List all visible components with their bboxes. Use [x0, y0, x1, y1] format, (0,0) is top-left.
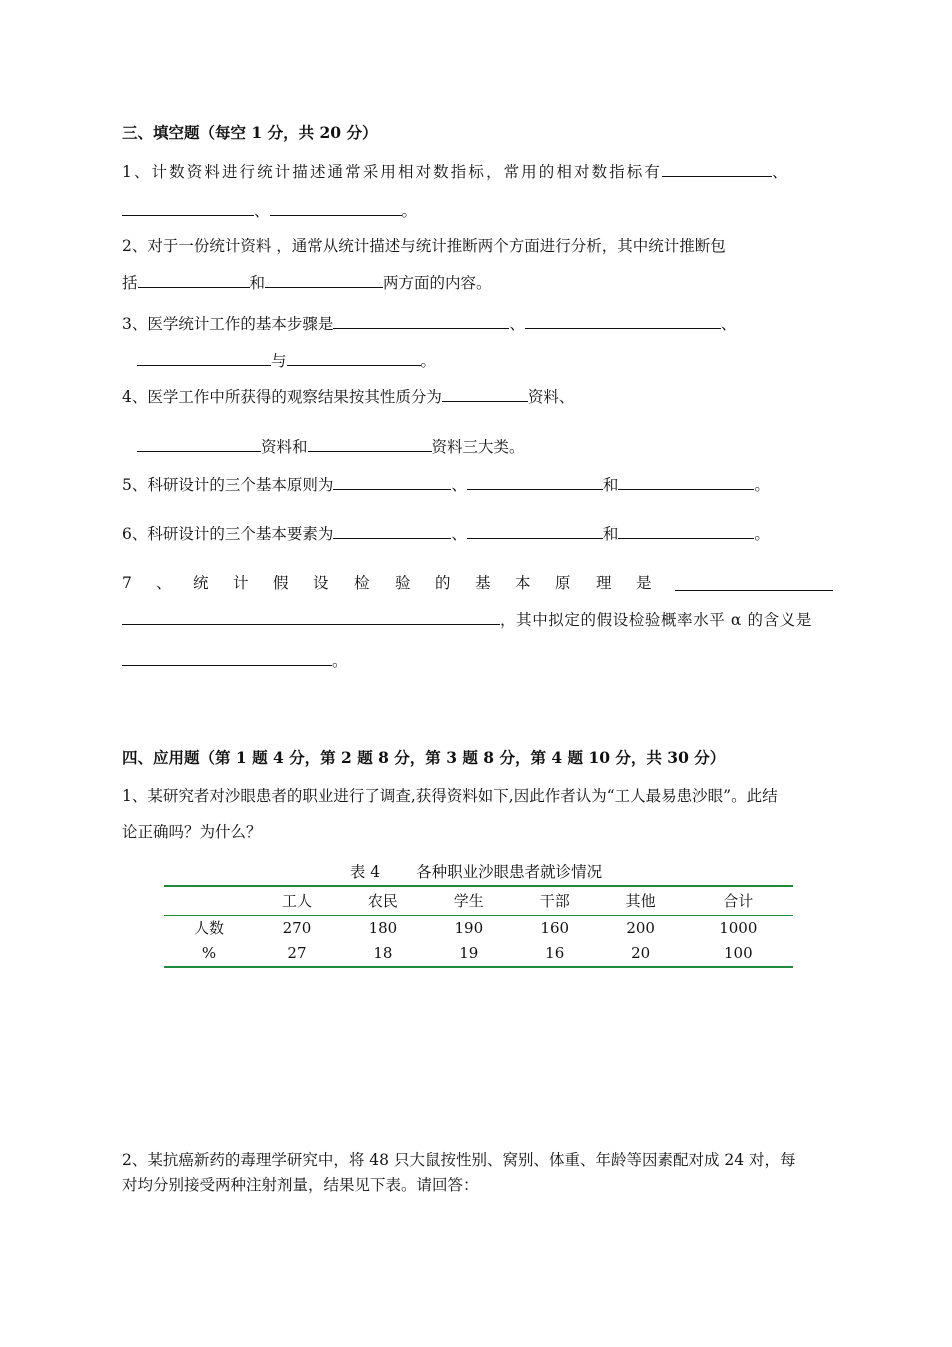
- q7-end: 。: [332, 652, 348, 670]
- table-cell: 190: [454, 919, 484, 937]
- table-caption-title: 各种职业沙眼患者就诊情况: [416, 863, 603, 881]
- q3-sep1: 、: [509, 315, 525, 333]
- q7-char: 的: [435, 574, 451, 592]
- table-caption: [0, 860, 952, 882]
- q7-char: 7: [122, 574, 132, 592]
- table-header-cell: [164, 886, 254, 916]
- q2-and: 和: [249, 274, 266, 292]
- q7-char: 设: [313, 574, 329, 592]
- q3-blank-3[interactable]: [137, 350, 271, 366]
- table-cell: 27: [287, 944, 307, 962]
- q7-char: 基: [475, 574, 491, 592]
- q2-blank-2[interactable]: [265, 272, 383, 288]
- q3-with: 与: [271, 352, 287, 370]
- q1-sep2: 、: [254, 202, 270, 220]
- q5-line: [122, 474, 770, 495]
- q5-and: 和: [602, 476, 619, 494]
- q7-char: 本: [515, 574, 531, 592]
- q4-blank-3[interactable]: [308, 436, 432, 452]
- q1-blank-1[interactable]: [662, 161, 772, 177]
- table-cell: 16: [545, 944, 565, 962]
- q4-text: 4、医学工作中所获得的观察结果按其性质分为: [122, 388, 442, 406]
- q7-char: 假: [273, 574, 289, 592]
- q1-sep1: 、: [771, 163, 790, 181]
- q3-end: 。: [420, 352, 437, 370]
- q7-char: 理: [596, 574, 612, 592]
- table-cell: 18: [373, 944, 393, 962]
- q1-text: 1、计数资料进行统计描述通常采用相对数指标，常用的相对数指标有: [122, 163, 662, 181]
- table-cell: 200: [626, 919, 655, 937]
- q5-text: 5、科研设计的三个基本原则为: [122, 476, 334, 494]
- table-cell: 180: [368, 919, 398, 937]
- q3-blank-2[interactable]: [525, 313, 721, 329]
- table-cell: 160: [540, 919, 570, 937]
- q7-char: 计: [233, 574, 249, 592]
- table-header-row: [164, 886, 793, 916]
- q2-cont: 括: [122, 274, 138, 292]
- q4-t2: 资料和: [261, 438, 308, 456]
- table-cell: 270: [282, 919, 312, 937]
- q7-blank-3[interactable]: [122, 650, 332, 666]
- q6-sep: 、: [451, 525, 467, 543]
- q3-line1: [122, 313, 736, 334]
- table-header-cell: 农民: [340, 886, 426, 916]
- q7-char: 原: [555, 574, 571, 592]
- table-row: [164, 941, 793, 967]
- q3-line2: [137, 350, 436, 371]
- s4-q2-line1: 2、某抗癌新药的毒理学研究中，将 48 只大鼠按性别、窝别、体重、年龄等因素配对成 24 对，每: [122, 1151, 796, 1169]
- q5-blank-2[interactable]: [467, 474, 603, 490]
- table-cell: 19: [459, 944, 479, 962]
- q6-and: 和: [602, 525, 619, 543]
- q7-line2: [122, 609, 812, 630]
- q7-blank-1[interactable]: [675, 575, 833, 591]
- s4-q1-line2: 论正确吗？为什么？: [122, 823, 262, 841]
- table-cell: 1000: [719, 919, 758, 937]
- s4-q1-line1: 1、某研究者对沙眼患者的职业进行了调查,获得资料如下,因此作者认为“工人最易患沙眼”。此结: [122, 787, 778, 805]
- q7-char: 统: [193, 574, 209, 592]
- q7-char: 检: [354, 574, 370, 592]
- q7-mid: ，其中拟定的假设检验概率水平 α 的含义是: [500, 611, 812, 629]
- q1-blank-2[interactable]: [122, 200, 254, 216]
- q7-char: 、: [156, 574, 172, 592]
- section3-heading: 三、填空题（每空 1 分，共 20 分）: [122, 123, 378, 142]
- table-cell: 20: [631, 944, 651, 962]
- table-cell: 人数: [193, 919, 224, 937]
- table-header-cell: 学生: [426, 886, 512, 916]
- section4-heading: 四、应用题（第 1 题 4 分，第 2 题 8 分，第 3 题 8 分，第 4 题 10 分，共 30 分）: [122, 748, 726, 767]
- q3-blank-4[interactable]: [287, 350, 421, 366]
- table-caption-number: 表 4: [349, 863, 381, 881]
- q1-end: 。: [401, 202, 418, 220]
- s4-q2-line2: 对均分别接受两种注射剂量，结果见下表。请回答：: [122, 1176, 479, 1194]
- q6-text: 6、科研设计的三个基本要素为: [122, 525, 334, 543]
- q1-line2: [122, 200, 417, 221]
- occupation-table: [164, 885, 793, 968]
- table-header-cell: 工人: [254, 886, 340, 916]
- table-header-cell: 其他: [598, 886, 684, 916]
- q5-sep: 、: [451, 476, 467, 494]
- q7-char: 是: [636, 574, 652, 592]
- q5-blank-3[interactable]: [618, 474, 754, 490]
- q4-line2: [137, 436, 525, 457]
- q2-tail: 两方面的内容。: [383, 274, 492, 292]
- q7-line3: [122, 650, 348, 671]
- q6-line: [122, 523, 770, 544]
- q1-line1: [122, 161, 790, 182]
- q6-end: 。: [754, 525, 770, 543]
- q1-blank-3[interactable]: [270, 200, 402, 216]
- q4-blank-1[interactable]: [442, 386, 528, 402]
- q3-text: 3、医学统计工作的基本步骤是: [122, 315, 334, 333]
- q2-line1: 2、对于一份统计资料 ，通常从统计描述与统计推断两个方面进行分析，其中统计推断包: [122, 237, 726, 255]
- q6-blank-3[interactable]: [618, 523, 754, 539]
- q5-blank-1[interactable]: [333, 474, 451, 490]
- q3-sep2: 、: [720, 315, 737, 333]
- q2-blank-1[interactable]: [138, 272, 250, 288]
- table-cell: 100: [723, 944, 753, 962]
- table-header-cell: 干部: [512, 886, 598, 916]
- q7-blank-2[interactable]: [122, 609, 500, 625]
- q4-t3: 资料三大类。: [431, 438, 525, 456]
- q2-line2: [122, 272, 492, 293]
- q7-char: 验: [395, 574, 411, 592]
- q4-line1: [122, 386, 574, 407]
- q6-blank-1[interactable]: [333, 523, 451, 539]
- table-cell: %: [201, 944, 217, 962]
- table-row: [164, 916, 793, 942]
- q6-blank-2[interactable]: [467, 523, 603, 539]
- q5-end: 。: [754, 476, 770, 494]
- q4-blank-2[interactable]: [137, 436, 261, 452]
- q3-blank-1[interactable]: [333, 313, 509, 329]
- table-header-cell: 合计: [684, 886, 793, 916]
- q4-t1: 资料、: [527, 388, 575, 406]
